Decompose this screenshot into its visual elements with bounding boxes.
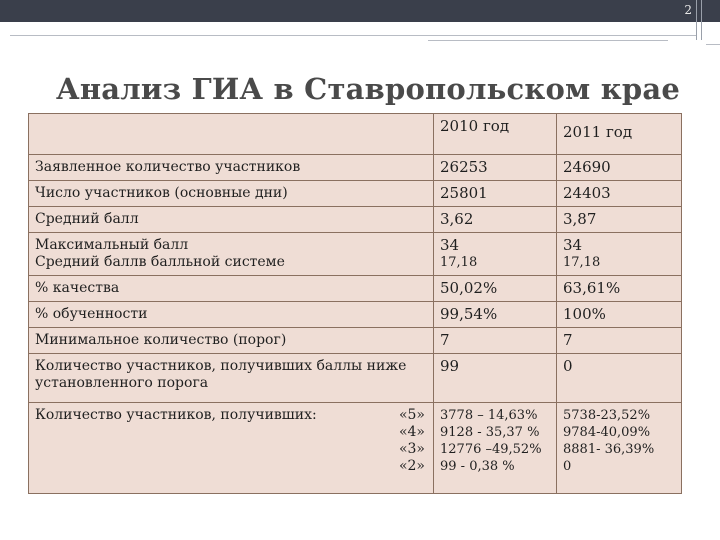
grade-marks [399, 407, 427, 475]
value-line: 3778 – 14,63% [440, 408, 538, 423]
value-line: 34 [440, 236, 460, 254]
row-label: % обученности [29, 302, 434, 328]
value-2011: 24690 [557, 155, 682, 181]
grade-mark: «4» [398, 424, 425, 440]
row-label-line: Максимальный балл [35, 237, 189, 253]
table-row [29, 233, 682, 276]
row-label [29, 403, 434, 494]
value-2010: 99,54% [434, 302, 557, 328]
header-cell [29, 114, 434, 155]
header-2011: 2011 год [557, 114, 682, 155]
value-2011 [557, 403, 682, 494]
decor-line [10, 35, 696, 36]
decor-line [428, 40, 668, 41]
value-line: 34 [563, 236, 583, 254]
row-label [29, 233, 434, 276]
value-line: 8881- 36,39% [563, 442, 655, 457]
top-bar [0, 0, 720, 22]
decor-line [706, 44, 720, 45]
row-label: Средний балл [29, 207, 434, 233]
value-2011: 0 [557, 354, 682, 403]
value-2011: 63,61% [557, 276, 682, 302]
value-2010: 50,02% [434, 276, 557, 302]
value-2010 [434, 403, 557, 494]
grade-mark: «3» [398, 441, 425, 457]
table-row [29, 276, 682, 302]
value-line: 17,18 [440, 255, 478, 270]
value-2010: 3,62 [434, 207, 557, 233]
value-2011: 24403 [557, 181, 682, 207]
row-label-line: Средний баллв балльной системе [35, 254, 285, 270]
row-label: Минимальное количество (порог) [29, 328, 434, 354]
row-label: Количество участников, получивших баллы ниже установленного порога [29, 354, 434, 403]
slide-title: Анализ ГИА в Ставропольском крае [56, 72, 680, 106]
value-2010: 7 [434, 328, 557, 354]
value-2010 [434, 233, 557, 276]
decor-line [701, 0, 702, 40]
value-2010: 99 [434, 354, 557, 403]
value-2010: 25801 [434, 181, 557, 207]
table-row [29, 207, 682, 233]
gia-table [28, 113, 682, 494]
table-row [29, 354, 682, 403]
table-header-row [29, 114, 682, 155]
table-row [29, 403, 682, 494]
decor-line [696, 0, 697, 40]
value-line: 17,18 [563, 255, 601, 270]
value-2011 [557, 233, 682, 276]
value-2011: 3,87 [557, 207, 682, 233]
row-label: Заявленное количество участников [29, 155, 434, 181]
value-line: 12776 –49,52% [440, 442, 542, 457]
header-2010: 2010 год [434, 114, 557, 155]
grade-mark: «5» [398, 407, 425, 423]
table-row [29, 181, 682, 207]
value-line: 9128 - 35,37 % [440, 425, 540, 440]
row-label: Число участников (основные дни) [29, 181, 434, 207]
table-row [29, 155, 682, 181]
table-row [29, 328, 682, 354]
value-2010: 26253 [434, 155, 557, 181]
value-line: 9784-40,09% [563, 425, 651, 440]
value-2011: 100% [557, 302, 682, 328]
value-line: 5738-23,52% [563, 408, 651, 423]
value-2011: 7 [557, 328, 682, 354]
row-label-text: Количество участников, получивших: [35, 407, 317, 423]
page-number: 2 [684, 3, 692, 17]
value-line: 0 [563, 459, 572, 474]
grade-mark: «2» [398, 458, 425, 474]
table-row [29, 302, 682, 328]
row-label: % качества [29, 276, 434, 302]
value-line: 99 - 0,38 % [440, 459, 515, 474]
